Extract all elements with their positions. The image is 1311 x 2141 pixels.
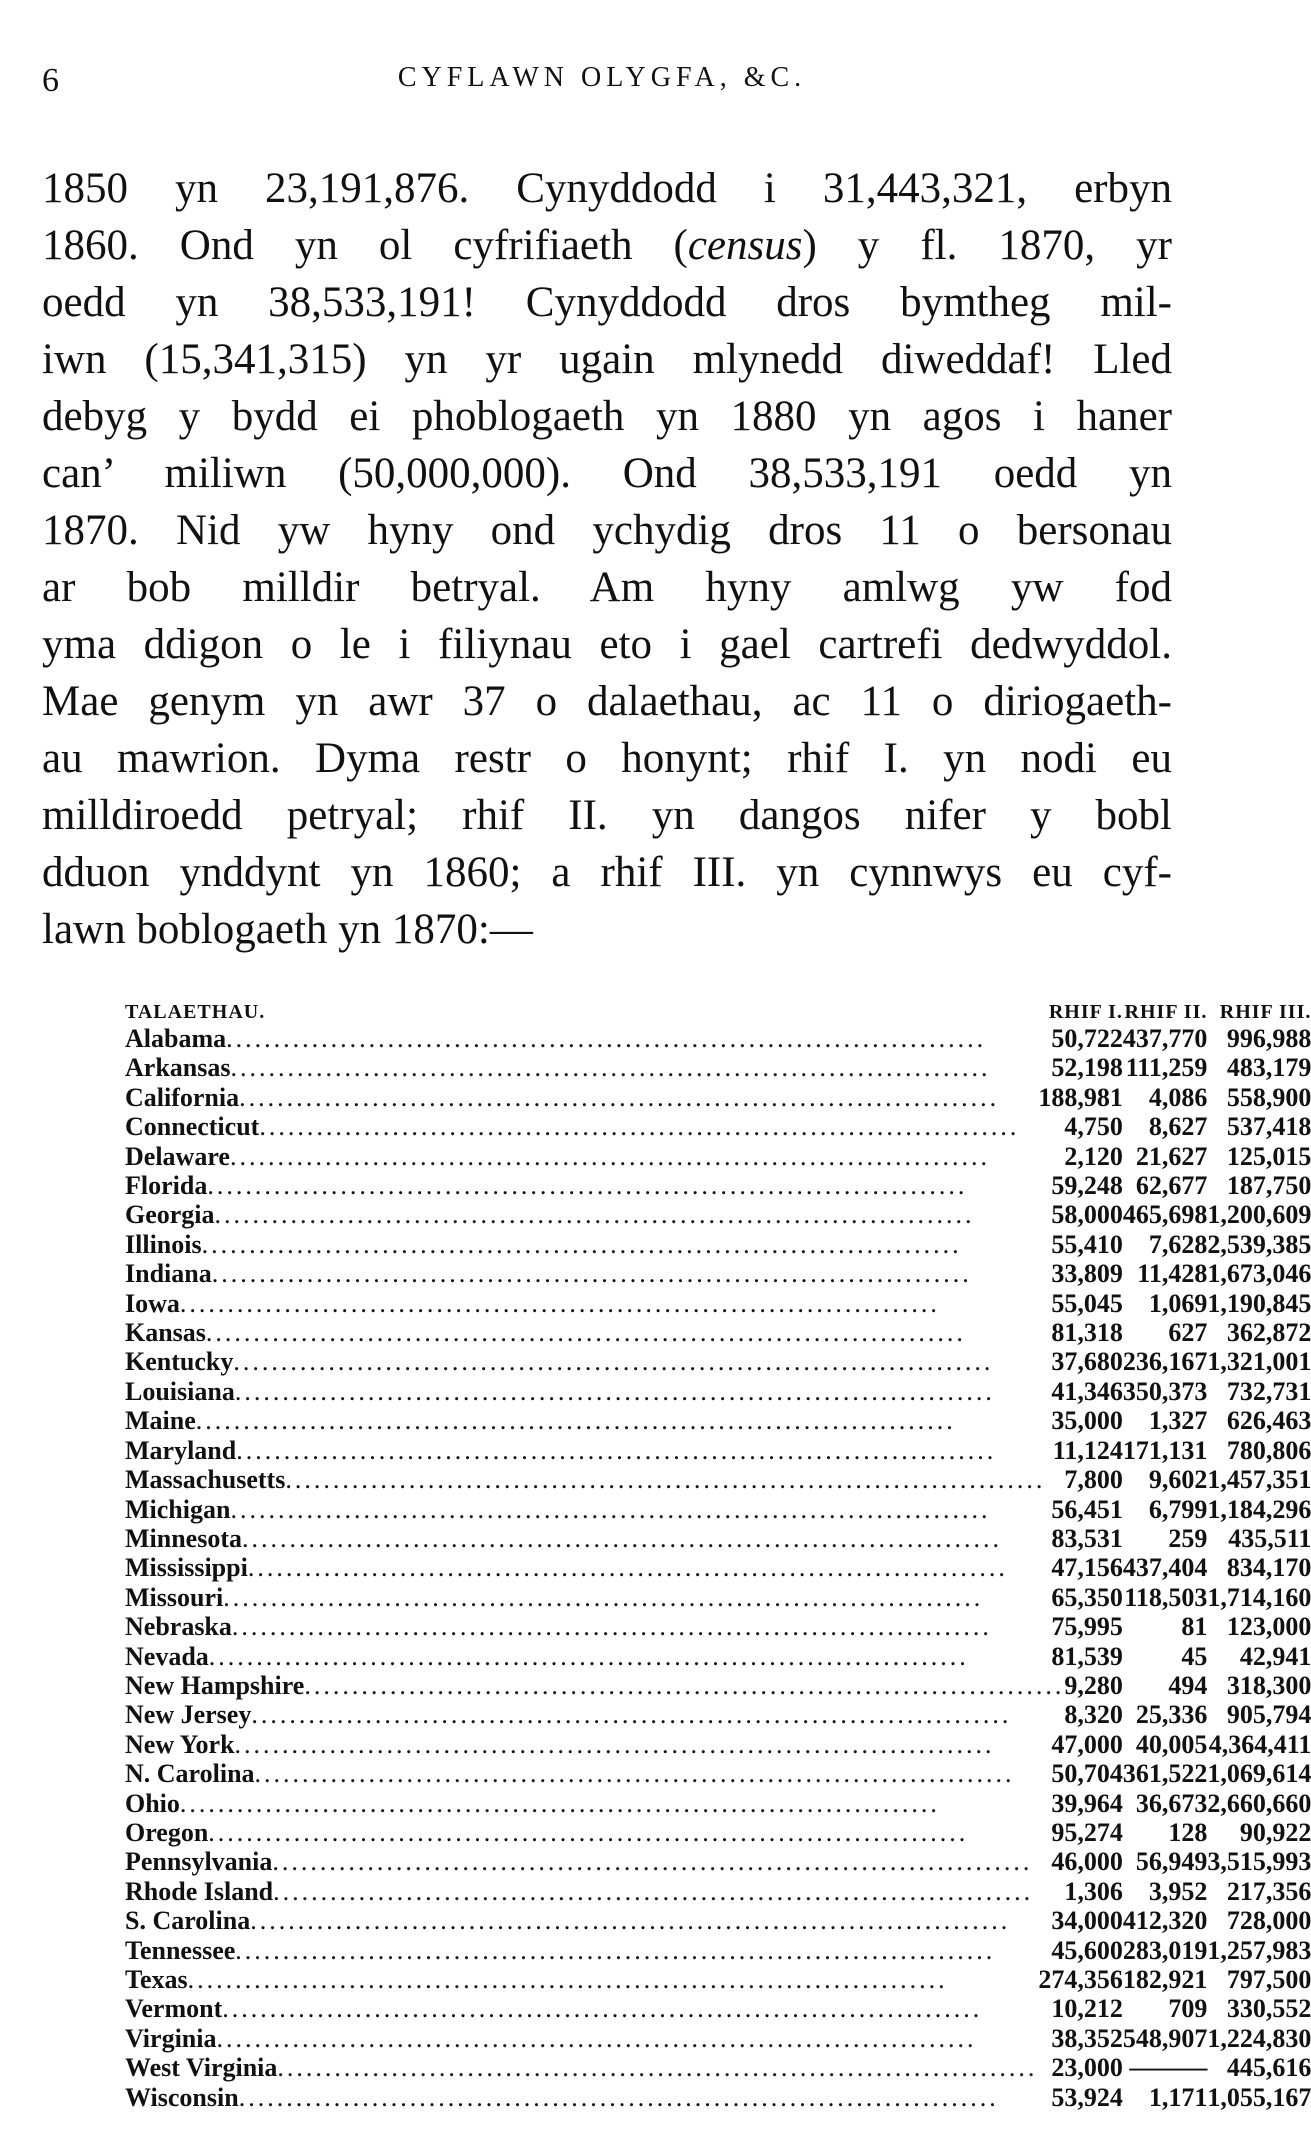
cell-rhif1: 39,964 [1051,1788,1123,1818]
cell-rhif3: 1,673,046 [1207,1259,1311,1289]
cell-rhif1: 8,320 [1064,1700,1123,1730]
dot-leader: ................................................................................ [216,2023,977,2053]
cell-rhif2: 361,522 [1122,1759,1208,1789]
table-row [125,1642,1311,1671]
cell-rhif2: 7,628 [1148,1229,1208,1259]
italic-word: census [687,222,803,269]
cell-state [125,1700,1123,1729]
cell-rhif3: 626,463 [1226,1406,1311,1436]
state-name: Georgia [125,1200,215,1230]
cell-rhif3: 187,750 [1226,1171,1311,1201]
cell-rhif2: 21,627 [1135,1141,1208,1171]
cell-rhif2: 4,086 [1148,1082,1208,1112]
table-row [125,1612,1311,1641]
state-name: S. Carolina [125,1906,251,1936]
cell-rhif2: 56,949 [1135,1847,1208,1877]
cell-state [125,1200,1123,1229]
cell-state [125,1965,1123,1994]
table-row [125,1024,1311,1053]
table-row [125,1524,1311,1553]
cell-rhif2: 111,259 [1125,1053,1208,1083]
cell-rhif3: 1,184,296 [1207,1494,1311,1524]
state-name: Connecticut [125,1112,260,1142]
cell-state [125,1289,1123,1318]
dot-leader: ................................................................................ [254,1759,1015,1789]
table-body [125,1024,1311,2112]
cell-rhif3: 1,714,160 [1207,1582,1311,1612]
cell-rhif1: 7,800 [1064,1465,1123,1495]
cell-state [125,1818,1123,1847]
cell-rhif2: 9,602 [1148,1465,1208,1495]
cell-rhif3: 125,015 [1226,1141,1311,1171]
cell-rhif1: 34,000 [1051,1906,1123,1936]
cell-rhif2: 3,952 [1148,1876,1208,1906]
cell-rhif1: 4,750 [1064,1112,1123,1142]
table-row [125,1053,1311,1082]
state-name: Florida [125,1171,208,1201]
table-row [125,1818,1311,1847]
state-name: New Hampshire [125,1670,305,1700]
state-name: Tennessee [125,1935,236,1965]
cell-rhif2: 1,069 [1148,1288,1208,1318]
cell-rhif3: 435,511 [1228,1523,1311,1553]
cell-rhif1: 274,356 [1038,1965,1123,1994]
cell-rhif1: 75,995 [1051,1612,1123,1642]
table-row [125,1200,1311,1229]
state-name: New Jersey [125,1700,252,1730]
cell-rhif1: 81,318 [1051,1318,1123,1348]
cell-rhif1: 55,410 [1051,1229,1123,1259]
table-row [125,2024,1311,2053]
cell-rhif1: 38,352 [1051,2023,1123,2053]
cell-rhif2: 182,921 [1122,1965,1208,1994]
text-line: 1870. Nid yw hyny ond ychydig dros 11 o bersonau [42,507,1172,554]
state-name: Nebraska [125,1612,232,1642]
running-head: CYFLAWN OLYGFA, &C. [397,62,807,93]
text-line: ar bob milldir betryal. Am hyny amlwg yw fod [42,564,1172,611]
state-name: Texas [125,1965,188,1994]
dot-leader: ................................................................................ [223,1582,984,1612]
state-name: Maine [125,1406,196,1436]
cell-rhif3: 123,000 [1226,1612,1311,1642]
cell-rhif1: 59,248 [1051,1171,1123,1201]
cell-rhif3: 483,179 [1226,1053,1311,1083]
cell-rhif3: 330,552 [1226,1994,1311,2024]
dot-leader: ................................................................................ [187,1965,948,1994]
cell-rhif2: 62,677 [1135,1171,1208,1201]
cell-rhif1: 95,274 [1051,1817,1123,1847]
state-name: Indiana [125,1259,212,1289]
cell-rhif2: 437,404 [1122,1553,1208,1583]
cell-state [125,1142,1123,1171]
cell-rhif3: 905,794 [1226,1700,1311,1730]
state-name: Massachusetts [125,1465,286,1495]
dot-leader: ................................................................................ [285,1465,1046,1495]
table-row [125,1759,1311,1788]
cell-rhif1: 47,156 [1051,1553,1123,1583]
text-line: oedd yn 38,533,191! Cynyddodd dros bymtheg mil- [42,279,1172,326]
table-row [125,1436,1311,1465]
dot-leader: ................................................................................ [234,1729,995,1759]
state-name: Oregon [125,1817,209,1847]
col-header-state [125,990,1123,1024]
text-segment: 1860. Ond yn ol cyfrifiaeth ( [42,222,688,269]
cell-state [125,1553,1123,1582]
cell-state [125,1759,1123,1788]
dot-leader: ................................................................................ [208,1641,969,1671]
cell-rhif2: 627 [1168,1318,1208,1348]
cell-state [125,1789,1123,1818]
cell-rhif2: 118,503 [1124,1582,1208,1612]
cell-state [125,1465,1123,1494]
dot-leader: ................................................................................ [277,2053,1038,2083]
dot-leader: ................................................................................ [195,1406,956,1436]
dot-leader: ................................................................................ [231,1612,992,1642]
state-name: Vermont [125,1994,223,2024]
text-line: yma ddigon o le i filiynau eto i gael cartrefi dedwyddol. [42,621,1172,668]
cell-rhif3: 2,660,660 [1207,1788,1311,1818]
text-line: Mae genym yn awr 37 o dalaethau, ac 11 o diriogaeth- [42,678,1172,725]
dot-leader: ................................................................................ [208,1817,969,1847]
cell-rhif3: 318,300 [1226,1670,1311,1700]
cell-rhif1: 11,124 [1052,1435,1123,1465]
cell-rhif3: 1,457,351 [1207,1465,1311,1495]
dot-leader: ................................................................................ [242,1523,1002,1553]
cell-rhif2: 171,131 [1122,1435,1208,1465]
table-row [125,1259,1311,1288]
dot-leader: ................................................................................ [230,1053,991,1083]
cell-state [125,1642,1123,1671]
cell-state [125,1024,1123,1053]
table-row [125,1347,1311,1376]
table-row [125,1583,1311,1612]
dot-leader: ................................................................................ [222,1994,983,2024]
state-name: Maryland [125,1435,237,1465]
table-row [125,1406,1311,1435]
table-row [125,1994,1311,2023]
table-row [125,1553,1311,1582]
cell-rhif3: 2,539,385 [1207,1229,1311,1259]
cell-rhif2: 494 [1168,1670,1208,1700]
dot-leader: ................................................................................ [251,1700,1012,1730]
state-name: Kentucky [125,1347,234,1377]
dot-leader: ................................................................................ [236,1435,997,1465]
cell-rhif3: 217,356 [1226,1876,1311,1906]
cell-rhif1: 1,306 [1064,1876,1123,1906]
cell-rhif2: 437,770 [1122,1024,1208,1053]
cell-rhif3: 4,364,411 [1208,1729,1311,1759]
cell-state [125,1730,1123,1759]
state-name: West Virginia [125,2053,278,2083]
dot-leader: ................................................................................ [233,1347,994,1377]
cell-state [125,1583,1123,1612]
text-line: dduon ynddynt yn 1860; a rhif III. yn cynnwys eu cyf- [42,849,1172,896]
table-row [125,1671,1311,1700]
cell-rhif2: 283,019 [1122,1935,1208,1965]
state-name: California [125,1082,240,1112]
dot-leader: ................................................................................ [205,1318,966,1348]
text-line: iwn (15,341,315) yn yr ugain mlynedd diweddaf! Lled [42,336,1172,383]
cell-rhif3: 1,200,609 [1207,1200,1311,1230]
cell-state [125,1994,1123,2023]
text-line [42,217,1172,274]
cell-state [125,2024,1123,2053]
dot-leader: ................................................................................ [238,2082,999,2112]
cell-rhif1: 33,809 [1051,1259,1123,1289]
cell-rhif1: 9,280 [1064,1670,1123,1700]
table-row [125,1289,1311,1318]
cell-rhif1: 188,981 [1038,1082,1123,1112]
cell-rhif3: 3,515,993 [1207,1847,1311,1877]
cell-state [125,1171,1123,1200]
cell-rhif3: 1,321,001 [1207,1347,1311,1377]
cell-rhif3: 797,500 [1226,1965,1311,1994]
cell-rhif1: 47,000 [1051,1729,1123,1759]
cell-state [125,2083,1123,2112]
state-name: New York [125,1729,235,1759]
cell-rhif1: 46,000 [1051,1847,1123,1877]
body-paragraph [42,160,1172,958]
cell-rhif3: 1,257,983 [1207,1935,1311,1965]
table-row [125,1112,1311,1141]
table-row [125,1142,1311,1171]
table-row [125,1906,1311,1935]
cell-rhif3: 1,055,167 [1207,2082,1311,2112]
cell-rhif3: 728,000 [1226,1906,1311,1936]
cell-state [125,1053,1123,1082]
table-row [125,1171,1311,1200]
state-name: Ohio [125,1788,180,1818]
cell-rhif1: 41,346 [1051,1376,1123,1406]
table-row [125,2053,1311,2082]
states-table [125,990,1311,2112]
table-row [125,1965,1311,1994]
cell-state [125,1318,1123,1347]
cell-state [125,1347,1123,1376]
state-name: Missouri [125,1582,224,1612]
cell-rhif3: 1,190,845 [1207,1288,1311,1318]
table-row [125,1083,1311,1112]
cell-rhif2: 1,171 [1148,2082,1208,2112]
state-name: Illinois [125,1229,202,1259]
cell-rhif1: 23,000 [1051,2053,1123,2083]
state-name: Wisconsin [125,2082,239,2112]
state-name: Rhode Island [125,1876,274,1906]
cell-state [125,1847,1123,1876]
cell-state [125,1377,1123,1406]
cell-rhif1: 10,212 [1051,1994,1123,2024]
cell-rhif3: 90,922 [1239,1817,1311,1847]
table-row [125,1377,1311,1406]
dot-leader: ................................................................................ [234,1376,995,1406]
state-name: Alabama [125,1024,227,1053]
cell-rhif3: 1,069,614 [1207,1759,1311,1789]
cell-rhif1: 58,000 [1051,1200,1123,1230]
dot-leader: ................................................................................ [229,1141,990,1171]
cell-state [125,1524,1123,1553]
table-row [125,1847,1311,1876]
cell-rhif2: 1,327 [1148,1406,1208,1436]
text-line: au mawrion. Dyma restr o honynt; rhif I. yn nodi eu [42,735,1172,782]
col-header-rhif1: RHIF I. [1048,1001,1123,1023]
state-name: Mississippi [125,1553,248,1583]
dot-leader: ................................................................................ [211,1259,972,1289]
dot-leader: ................................................................................ [179,1788,940,1818]
cell-rhif2: 259 [1168,1523,1208,1553]
cell-rhif1: 37,680 [1051,1347,1123,1377]
cell-rhif3: 558,900 [1226,1082,1311,1112]
cell-rhif2: 11,428 [1137,1259,1208,1289]
table-row [125,1495,1311,1524]
dot-leader: ................................................................................ [207,1171,968,1201]
dot-leader: ................................................................................ [247,1553,1008,1583]
dot-leader: ................................................................................ [250,1906,1011,1936]
cell-rhif1: 83,531 [1051,1523,1123,1553]
state-name: Louisiana [125,1376,235,1406]
cell-rhif1: 35,000 [1051,1406,1123,1436]
cell-rhif2: 8,627 [1148,1112,1208,1142]
cell-rhif1: 53,924 [1051,2082,1123,2112]
dot-leader: ................................................................................ [214,1200,975,1230]
state-name: Michigan [125,1494,231,1524]
text-line: debyg y bydd ei phoblogaeth yn 1880 yn agos i haner [42,393,1172,440]
cell-rhif2: 81 [1181,1612,1208,1642]
cell-rhif1: 50,722 [1051,1024,1123,1053]
cell-rhif2: 548,907 [1122,2023,1208,2053]
state-name: Minnesota [125,1523,242,1553]
dot-leader: ................................................................................ [179,1288,940,1318]
state-name: Iowa [125,1288,180,1318]
cell-state [125,1230,1123,1259]
cell-state [125,1083,1123,1112]
cell-state [125,2053,1123,2082]
cell-rhif2: 465,698 [1122,1200,1208,1230]
cell-rhif2: 236,167 [1122,1347,1208,1377]
cell-rhif3: 996,988 [1226,1024,1311,1053]
cell-state [125,1671,1123,1700]
cell-state [125,1877,1123,1906]
cell-rhif2: 40,005 [1135,1729,1208,1759]
state-name: Nevada [125,1641,209,1671]
cell-rhif2: 128 [1168,1817,1208,1847]
state-name: Arkansas [125,1053,231,1083]
cell-rhif1: 2,120 [1064,1141,1123,1171]
cell-rhif3: 42,941 [1239,1641,1311,1671]
cell-state [125,1112,1123,1141]
cell-state [125,1906,1123,1935]
cell-rhif3: 445,616 [1226,2053,1311,2083]
dot-leader: ................................................................................ [226,1024,987,1053]
cell-rhif2: 36,673 [1135,1788,1208,1818]
table-row [125,1730,1311,1759]
text-line: lawn boblogaeth yn 1870:— [42,906,533,953]
cell-state [125,1495,1123,1524]
dot-leader: ................................................................................ [259,1112,1020,1142]
cell-rhif3: 780,806 [1226,1435,1311,1465]
state-name: N. Carolina [125,1759,255,1789]
cell-rhif2: 709 [1168,1994,1208,2024]
page-number: 6 [42,62,59,99]
table-row [125,1789,1311,1818]
table-row [125,1230,1311,1259]
table-row [125,2083,1311,2112]
cell-state [125,1436,1123,1465]
state-name: Kansas [125,1318,206,1348]
table-row [125,1877,1311,1906]
dot-leader: ................................................................................ [273,1876,1034,1906]
dot-leader: ................................................................................ [201,1229,962,1259]
col-header-rhif2: RHIF II. [1124,1001,1208,1023]
col-header-state-label: TALAETHAU. [125,1001,266,1023]
cell-rhif2: 45 [1181,1641,1208,1671]
cell-rhif2: 25,336 [1135,1700,1208,1730]
table-row [125,1700,1311,1729]
dot-leader: ................................................................................ [230,1494,991,1524]
cell-rhif2: 6,799 [1148,1494,1208,1524]
col-header-rhif3: RHIF III. [1219,1001,1311,1023]
table-row [125,1465,1311,1494]
cell-rhif1: 55,045 [1051,1288,1123,1318]
cell-rhif1: 56,451 [1051,1494,1123,1524]
cell-state [125,1936,1123,1965]
cell-state [125,1259,1123,1288]
text-segment: ) y fl. 1870, yr [802,222,1173,269]
cell-rhif1: 50,704 [1051,1759,1123,1789]
state-name: Delaware [125,1141,230,1171]
dot-leader: ................................................................................ [272,1847,1033,1877]
cell-rhif3: 732,731 [1226,1376,1311,1406]
cell-rhif3: 1,224,830 [1207,2023,1311,2053]
cell-rhif2: 350,373 [1122,1376,1208,1406]
cell-rhif3: 362,872 [1226,1318,1311,1348]
table-row [125,1936,1311,1965]
text-line: milldiroedd petryal; rhif II. yn dangos nifer y bobl [42,792,1172,839]
cell-rhif3: 834,170 [1226,1553,1311,1583]
text-line: can’ miliwn (50,000,000). Ond 38,533,191 oedd yn [42,450,1172,497]
dot-leader: ................................................................................ [239,1082,1000,1112]
table-row [125,1318,1311,1347]
cell-rhif2: 412,320 [1122,1906,1208,1936]
page-header [42,62,1162,100]
table-header-row [125,990,1311,1024]
cell-state [125,1406,1123,1435]
state-name: Virginia [125,2023,217,2053]
cell-rhif1: 45,600 [1051,1935,1123,1965]
state-name: Pennsylvania [125,1847,273,1877]
cell-rhif1: 65,350 [1051,1582,1123,1612]
text-line: 1850 yn 23,191,876. Cynyddodd i 31,443,321, erbyn [42,165,1172,212]
dot-leader: ................................................................................ [235,1935,996,1965]
dot-leader: ................................................................................ [304,1670,1065,1700]
cell-rhif1: 81,539 [1051,1641,1123,1671]
cell-rhif3: 537,418 [1226,1112,1311,1142]
cell-state [125,1612,1123,1641]
cell-rhif2: ——— [1129,2053,1208,2083]
cell-rhif1: 52,198 [1051,1053,1123,1083]
